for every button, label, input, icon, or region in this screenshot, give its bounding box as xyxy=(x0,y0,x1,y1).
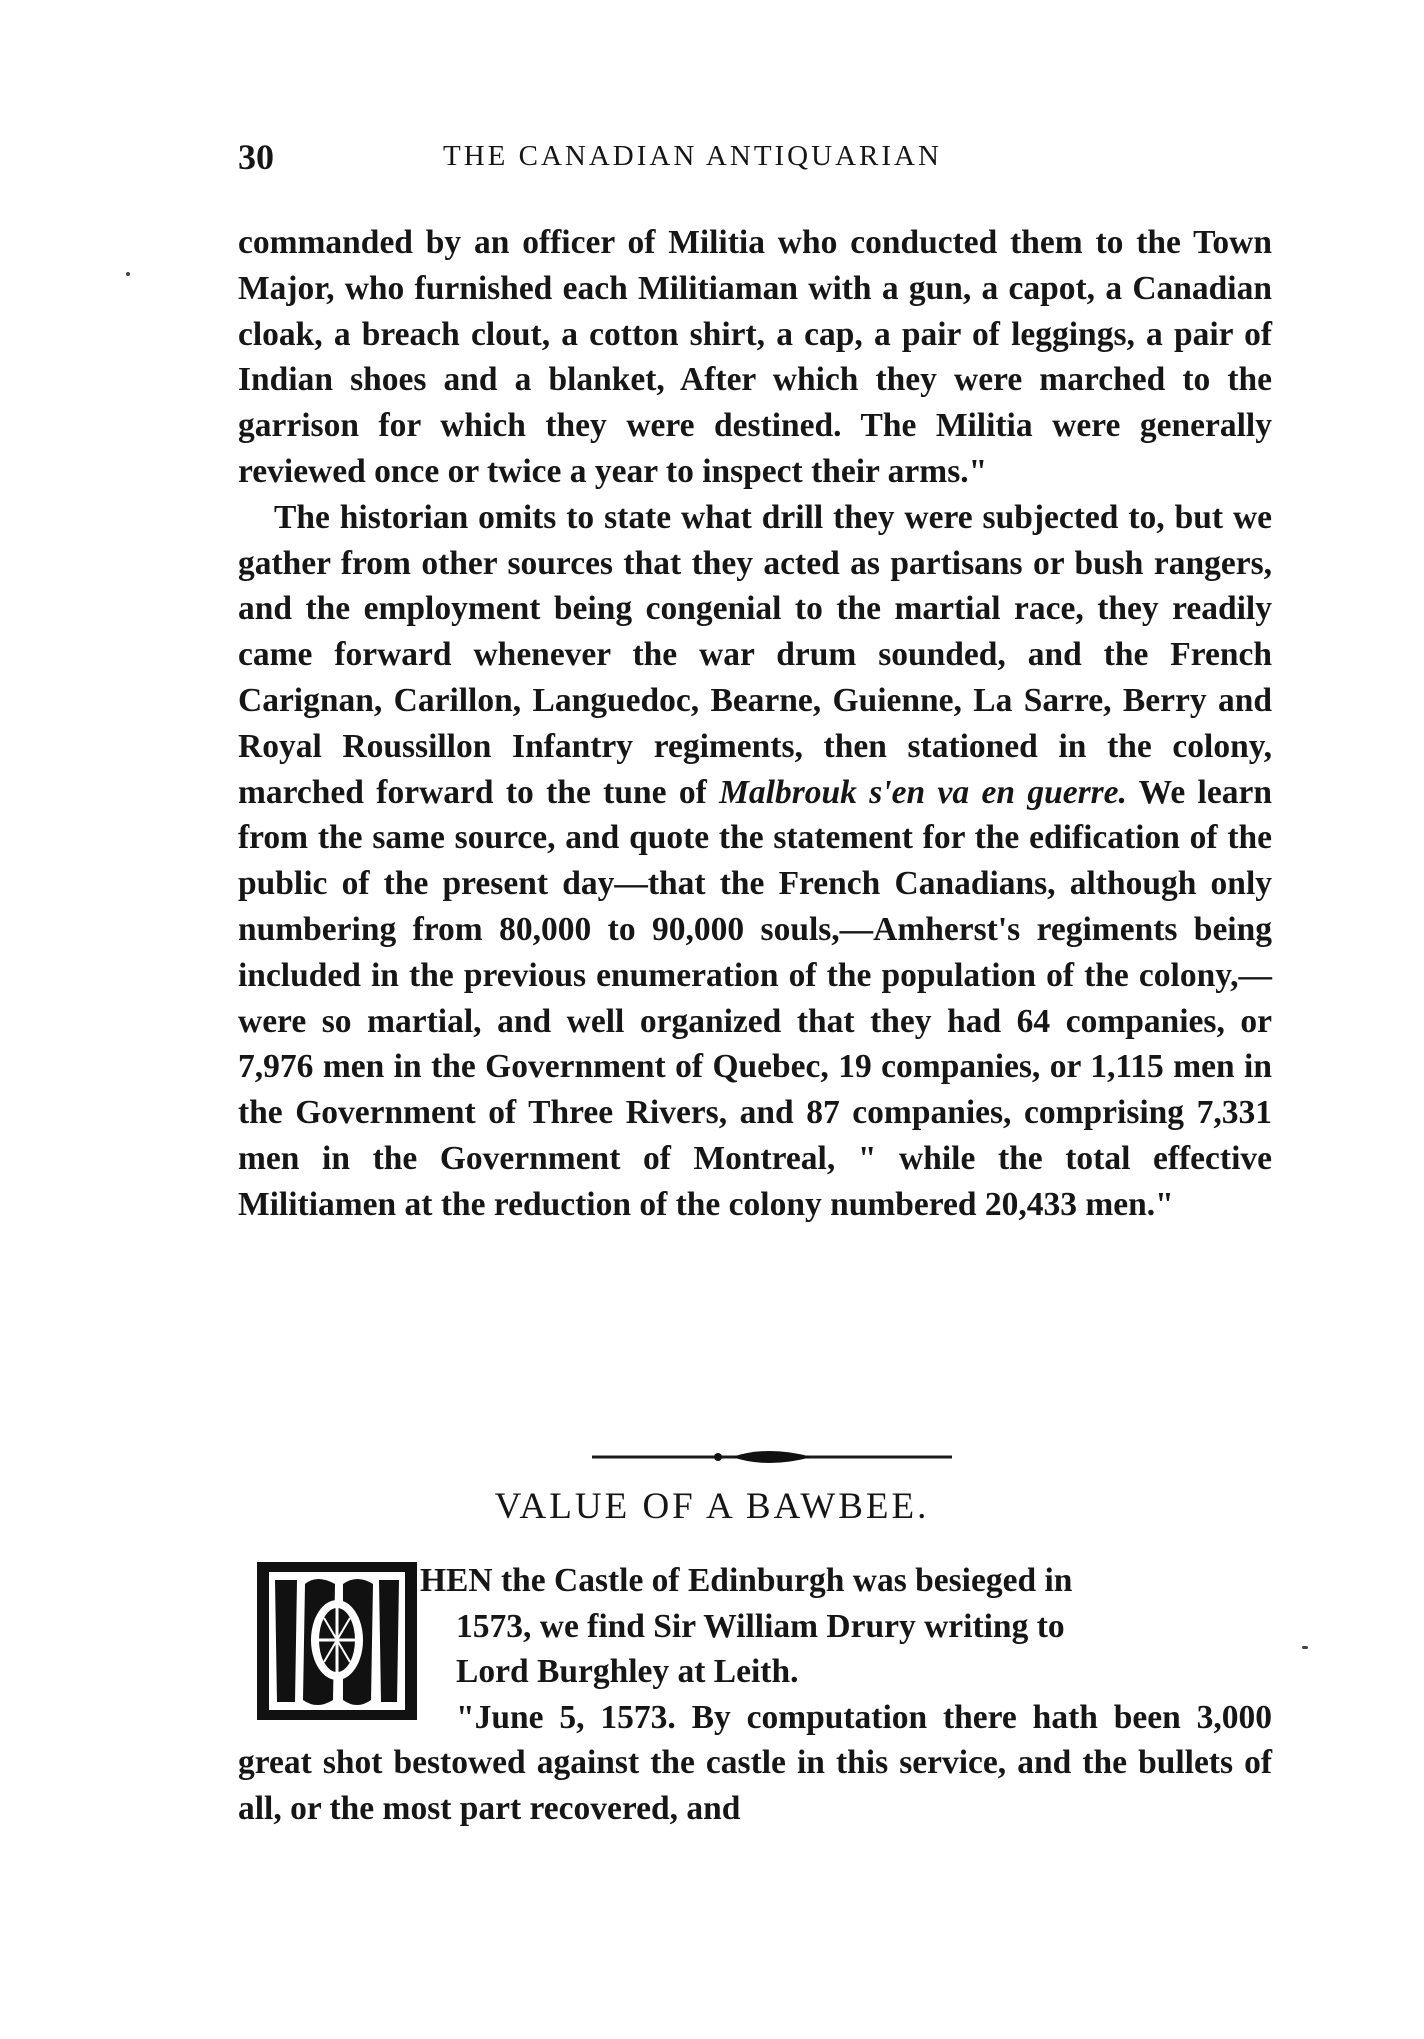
section-line-3: Lord Burghley at Leith. xyxy=(456,1653,799,1690)
page-header xyxy=(238,136,1298,186)
ornamental-rule-icon xyxy=(592,1442,952,1472)
section-body xyxy=(238,1558,1272,1831)
running-head: THE CANADIAN ANTIQUARIAN xyxy=(443,140,942,172)
paragraph-2 xyxy=(238,495,1272,1228)
section-paragraph-2-text: "June 5, 1573. By computation there hath been 3,000 great shot bestowed against the castle in this service, and the bullets of all, or the most part recovered, and xyxy=(238,1698,1272,1827)
stray-mark xyxy=(126,272,130,276)
body-text xyxy=(238,220,1272,1228)
section-paragraph-2 xyxy=(238,1695,1272,1832)
paragraph-2-end: We learn from the same source, and quote the statement for the edification of the public of the present day—that the French Canadians, although only numbering from 80,000 to 90,000 souls,—Amherst's regiments being included in the previous enumeration of the population of the colony,—were so martial, and well organized that they had 64 companies, or 7,976 men in the Government of Quebec, 19 companies, or 1,115 men in the Government of Three Rivers, and 87 companies, comprising 7,331 men in the Government of Montreal, " while the total effective Militiamen at the reduction of the colony numbered 20,433 men." xyxy=(238,773,1272,1223)
paragraph-1: commanded by an officer of Militia who conducted them to the Town Major, who furnished each Militiaman with a gun, a capot, a Canadian cloak, a breach clout, a cotton shirt, a cap, a pair of leggings, a pair of Indian shoes and a blanket, After which they were marched to the garrison for which they were destined. The Militia were generally reviewed once or twice a year to inspect their arms." xyxy=(238,224,1272,490)
page-number: 30 xyxy=(238,137,274,177)
section-line-2: 1573, we find Sir William Drury writing to xyxy=(456,1607,1065,1645)
stray-mark xyxy=(1302,1646,1308,1649)
song-title-italic: Malbrouk s'en va en guerre. xyxy=(719,773,1127,811)
paragraph-2-start: The historian omits to state what drill they were subjected to, but we gather from other sources that they acted as partisans or bush rangers, and the employment being congenial to the martial race, they readily came forward whenever the war drum sounded, and the French Carignan, Carillon, Languedoc, Bearne, Guienne, La Sarre, Berry and Royal Roussillon Infantry regiments, then stationed in the colony, marched forward to the tune of xyxy=(238,498,1272,811)
dropcap-letter: W xyxy=(336,1592,338,1593)
section-line-1: HEN the Castle of Edinburgh was besieged in xyxy=(420,1562,1073,1599)
section-heading: VALUE OF A BAWBEE. xyxy=(494,1486,930,1527)
